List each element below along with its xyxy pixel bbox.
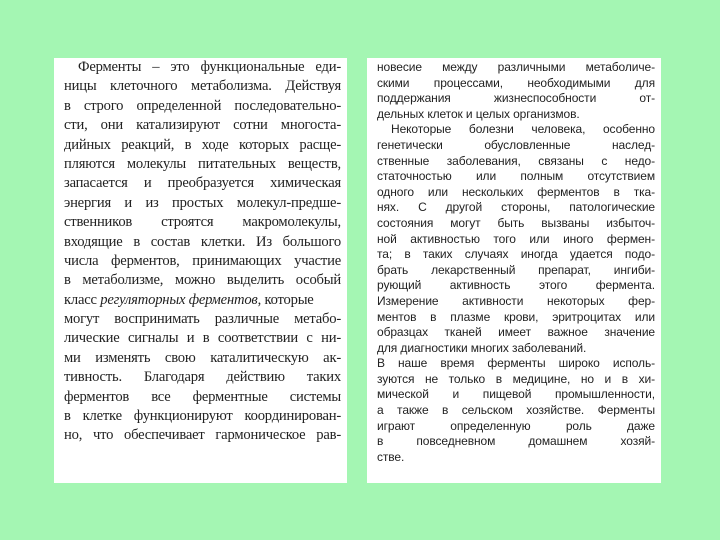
text-line: Некоторые болезни человека, особенно (391, 122, 655, 137)
italic-term: регуляторных ферментов (100, 291, 258, 308)
text-line: статочностью или полным отсутствием (377, 169, 655, 184)
text-line: лические сигналы и в соответствии с ни- (64, 330, 341, 347)
text-line: но, что обеспечивает гармоническое рав- (64, 427, 341, 444)
text-line: энергия и из простых молекул-предше- (64, 194, 341, 211)
text-line: дельных клеток и целых организмов. (377, 106, 580, 121)
text-line: ственников строятся макромолекулы, (64, 214, 341, 231)
text-line: играют определенную роль даже (377, 418, 655, 433)
text-line: образцах тканей имеет важное значение (377, 325, 655, 340)
right-text-page (367, 58, 661, 483)
text-line: мической и пищевой промышленности, (377, 387, 655, 402)
text-line: скими процессами, необходимыми для (377, 75, 655, 90)
text-fragment: , которые (257, 291, 314, 308)
text-line: ницы клеточного метаболизма. Действуя (64, 78, 341, 95)
text-line: сти, они катализируют сотни многоста- (64, 117, 341, 134)
text-line: В наше время ферменты широко исполь- (377, 356, 655, 371)
text-line: входящие в состав клетки. Из большого (64, 233, 341, 250)
text-line: Ферменты – это функциональные еди- (78, 59, 341, 75)
text-line: пляются молекулы питательных веществ, (64, 155, 341, 172)
text-line: для диагностики многих заболеваний. (377, 340, 587, 355)
text-line: рующий активность этого фермента. (377, 278, 655, 293)
text-line: Измерение активности некоторых фер- (377, 293, 655, 308)
text-line: нях. С другой стороны, патологические (377, 200, 655, 215)
text-line: состояния могут быть вызваны избыточ- (377, 215, 655, 230)
text-line: стве. (377, 449, 405, 464)
text-line: зуются не только в медицине, но и в хи- (377, 371, 655, 386)
text-line: в метаболизме, можно выделить особый (64, 272, 341, 289)
text-fragment: класс (64, 291, 101, 308)
text-line: ми изменять свою каталитическую ак- (64, 349, 341, 366)
text-line: числа ферментов, принимающих участие (64, 252, 341, 269)
text-line: в строго определенной последовательно- (64, 97, 341, 114)
text-line: брать лекарственный препарат, ингиби- (377, 262, 655, 277)
text-line: в клетке функционируют координирован- (64, 408, 341, 425)
text-line: запасается и преобразуется химическая (64, 175, 341, 192)
text-line: а также в сельском хозяйстве. Ферменты (377, 403, 655, 418)
text-line (64, 291, 341, 310)
text-line: та; в таких случаях иногда удается подо- (377, 247, 655, 262)
text-line: генетически обусловленные наслед- (377, 137, 655, 152)
text-line: ферментов все ферментные системы (64, 388, 341, 405)
text-line: дийных реакций, в ходе которых расще- (64, 136, 341, 153)
text-line: ственные заболевания, связаны с недо- (377, 153, 655, 168)
left-text-page (54, 58, 347, 483)
text-line: в повседневном домашнем хозяй- (377, 434, 655, 449)
text-line: ной активностью того или иного фермен- (377, 231, 655, 246)
text-line: одного или нескольких ферментов в тка- (377, 184, 655, 199)
text-line: могут воспринимать различные метабо- (64, 311, 341, 328)
text-line: тивность. Благодаря действию таких (64, 369, 341, 386)
text-line: новесие между различными метаболиче- (377, 60, 655, 74)
text-line: ментов в плазме крови, эритроцитах или (377, 309, 655, 324)
text-line: поддержания жизнеспособности от- (377, 91, 655, 106)
